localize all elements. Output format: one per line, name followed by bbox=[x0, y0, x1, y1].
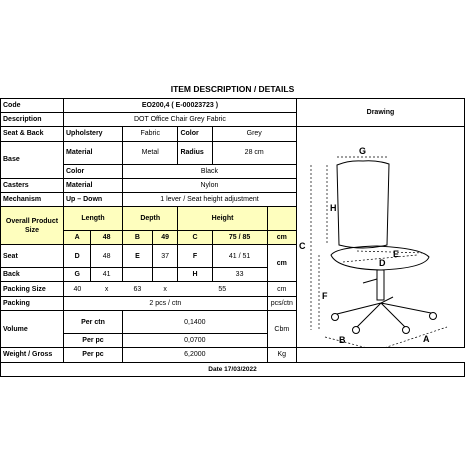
packing-x2: x bbox=[152, 282, 178, 296]
volume-per-pc-value: 0,0700 bbox=[123, 334, 268, 348]
packing-label: Packing bbox=[1, 296, 64, 310]
seat-back-color-value: Grey bbox=[212, 127, 296, 141]
seat-back-label: Seat & Back bbox=[1, 127, 64, 141]
dim-d-value: 48 bbox=[91, 244, 123, 267]
dim-c-letter: C bbox=[178, 230, 212, 244]
base-color-value: Black bbox=[123, 164, 297, 178]
dim-a-letter: A bbox=[64, 230, 91, 244]
overall-unit: cm bbox=[267, 230, 296, 244]
volume-unit: Cbm bbox=[267, 310, 296, 348]
chair-drawing bbox=[297, 127, 464, 347]
packing-size-unit: cm bbox=[267, 282, 296, 296]
packing-value: 2 pcs / ctn bbox=[64, 296, 268, 310]
casters-label: Casters bbox=[1, 179, 64, 193]
seat-back-color-key: Color bbox=[178, 127, 212, 141]
row-date bbox=[1, 362, 465, 376]
dim-b-letter: B bbox=[123, 230, 153, 244]
packing-size-label: Packing Size bbox=[1, 282, 64, 296]
weight-unit: Kg bbox=[267, 348, 296, 362]
caster bbox=[331, 314, 338, 321]
base-radius-key: Radius bbox=[178, 141, 212, 164]
mechanism-key: Up – Down bbox=[64, 193, 123, 207]
base-arms bbox=[337, 297, 431, 327]
dim-d-letter: D bbox=[64, 244, 91, 267]
overall-size-label: Overall Product Size bbox=[1, 207, 64, 245]
dim-g-letter: G bbox=[64, 268, 91, 282]
dim-e-letter: E bbox=[123, 244, 153, 267]
code-label: Code bbox=[1, 99, 64, 113]
description-value: DOT Office Chair Grey Fabric bbox=[64, 113, 297, 127]
dim-c-value: 75 / 85 bbox=[212, 230, 267, 244]
code-value: EO200,4 ( E-00023723 ) bbox=[64, 99, 297, 113]
volume-per-ctn-value: 0,1400 bbox=[123, 310, 268, 333]
sheet-date: Date 17/03/2022 bbox=[1, 362, 465, 376]
volume-per-ctn-key: Per ctn bbox=[64, 310, 123, 333]
drawing-letter-b: B bbox=[338, 335, 346, 346]
spec-table bbox=[0, 98, 465, 377]
gas-column bbox=[377, 270, 384, 300]
backrest-shape bbox=[337, 161, 389, 248]
weight-per-pc-key: Per pc bbox=[64, 348, 123, 362]
height-lever bbox=[363, 279, 377, 283]
packing-width: 63 bbox=[123, 282, 153, 296]
packing-unit: pcs/ctn bbox=[267, 296, 296, 310]
row-seat-back bbox=[1, 127, 465, 141]
upholstery-key: Upholstery bbox=[64, 127, 123, 141]
sheet-title: ITEM DESCRIPTION / DETAILS bbox=[170, 84, 295, 94]
seat-back-unit: cm bbox=[267, 244, 296, 282]
dim-line-e bbox=[357, 251, 425, 253]
mechanism-label: Mechanism bbox=[1, 193, 64, 207]
drawing-letter-f: F bbox=[321, 291, 328, 302]
height-header: Height bbox=[178, 207, 267, 230]
drawing-letter-d: D bbox=[378, 258, 386, 269]
caster bbox=[402, 327, 409, 334]
description-label: Description bbox=[1, 113, 64, 127]
depth-header: Depth bbox=[123, 207, 178, 230]
row-code bbox=[1, 99, 465, 113]
drawing-label: Drawing bbox=[296, 99, 464, 127]
drawing-cell bbox=[296, 127, 464, 348]
drawing-letter-c: C bbox=[298, 241, 306, 252]
weight-label: Weight / Gross bbox=[1, 348, 64, 362]
base-material-key: Material bbox=[64, 141, 123, 164]
base-label: Base bbox=[1, 141, 64, 179]
caster bbox=[352, 327, 359, 334]
dim-g-value: 41 bbox=[91, 268, 123, 282]
back-blank-1 bbox=[123, 268, 153, 282]
packing-height: 55 bbox=[178, 282, 267, 296]
dim-line-b bbox=[325, 337, 379, 347]
dim-a-value: 48 bbox=[91, 230, 123, 244]
casters-value: Nylon bbox=[123, 179, 297, 193]
upholstery-value: Fabric bbox=[123, 127, 178, 141]
dim-f-letter: F bbox=[178, 244, 212, 267]
length-header: Length bbox=[64, 207, 123, 230]
caster bbox=[429, 313, 436, 320]
base-radius-value: 28 cm bbox=[212, 141, 296, 164]
dim-h-value: 33 bbox=[212, 268, 267, 282]
drawing-letter-e: E bbox=[392, 249, 399, 260]
drawing-letter-a: A bbox=[422, 334, 430, 345]
dim-h-letter: H bbox=[178, 268, 212, 282]
drawing-letter-g: G bbox=[358, 146, 366, 157]
packing-x1: x bbox=[91, 282, 123, 296]
back-label: Back bbox=[1, 268, 64, 282]
weight-value: 6,2000 bbox=[123, 348, 268, 362]
packing-length: 40 bbox=[64, 282, 91, 296]
casters-key: Material bbox=[64, 179, 123, 193]
back-blank-2 bbox=[152, 268, 178, 282]
overall-header-blank bbox=[267, 207, 296, 230]
mechanism-value: 1 lever / Seat height adjustment bbox=[123, 193, 297, 207]
dim-f-value: 41 / 51 bbox=[212, 244, 267, 267]
base-material-value: Metal bbox=[123, 141, 178, 164]
seat-label: Seat bbox=[1, 244, 64, 267]
drawing-letter-h: H bbox=[329, 203, 337, 214]
row-weight bbox=[1, 348, 465, 362]
base-color-key: Color bbox=[64, 164, 123, 178]
dim-e-value: 37 bbox=[152, 244, 178, 267]
dim-line-a bbox=[381, 327, 447, 347]
dim-b-value: 49 bbox=[152, 230, 178, 244]
volume-label: Volume bbox=[1, 310, 64, 348]
volume-per-pc-key: Per pc bbox=[64, 334, 123, 348]
